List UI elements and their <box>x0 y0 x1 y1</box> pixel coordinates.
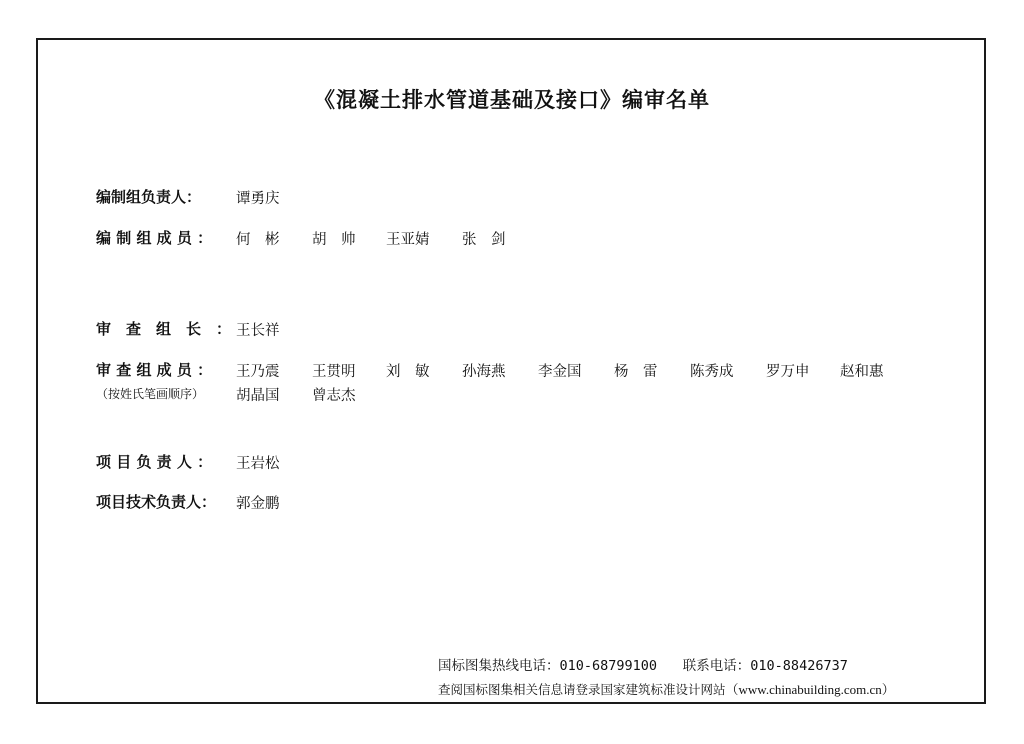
review-members-order-note: （按姓氏笔画顺序） <box>96 387 205 401</box>
contact-label: 联系电话： <box>682 658 751 674</box>
person-name: 王亚婧 <box>386 232 430 248</box>
page-title: 《混凝土排水管道基础及接口》编审名单 <box>314 88 710 112</box>
person-name: 刘 敏 <box>386 364 430 380</box>
hotline-number: 010-68799100 <box>559 658 658 674</box>
person-name: 王贯明 <box>312 364 356 380</box>
person-name: 罗万申 <box>766 364 810 380</box>
person-name: 王岩松 <box>236 456 280 472</box>
person-name: 王长祥 <box>236 323 280 339</box>
person-name: 杨 雷 <box>614 364 658 380</box>
review-members-label: 审 查 组 成 员 ： <box>96 361 213 379</box>
footer-website-line <box>438 679 895 698</box>
person-name: 谭勇庆 <box>236 191 280 207</box>
person-name: 胡晶国 <box>236 388 280 404</box>
person-name: 何 彬 <box>236 232 280 248</box>
compile-members-label: 编 制 组 成 员 ： <box>96 229 213 247</box>
person-name: 陈秀成 <box>690 364 734 380</box>
website-url: （www.chinabuilding.com.cn） <box>725 682 895 697</box>
compile-leader-label: 编制组负责人： <box>96 188 202 206</box>
person-name: 郭金鹏 <box>236 496 280 512</box>
hotline-label: 国标图集热线电话： <box>438 658 560 674</box>
website-text: 查阅国标图集相关信息请登录国家建筑标准设计网站 <box>438 682 726 697</box>
footer-phone-line <box>438 654 848 674</box>
person-name: 李金国 <box>538 364 582 380</box>
person-name: 张 剑 <box>462 232 506 248</box>
person-name: 赵和惠 <box>840 364 884 380</box>
person-name: 胡 帅 <box>312 232 356 248</box>
project-tech-leader-label: 项目技术负责人： <box>96 493 217 511</box>
project-leader-label: 项 目 负 责 人 ： <box>96 453 213 471</box>
contact-number: 010-88426737 <box>750 658 848 674</box>
person-name: 王乃震 <box>236 364 280 380</box>
person-name: 孙海燕 <box>462 364 506 380</box>
review-leader-label: 审 查 组 长 ： <box>96 320 232 338</box>
person-name: 曾志杰 <box>312 388 356 404</box>
